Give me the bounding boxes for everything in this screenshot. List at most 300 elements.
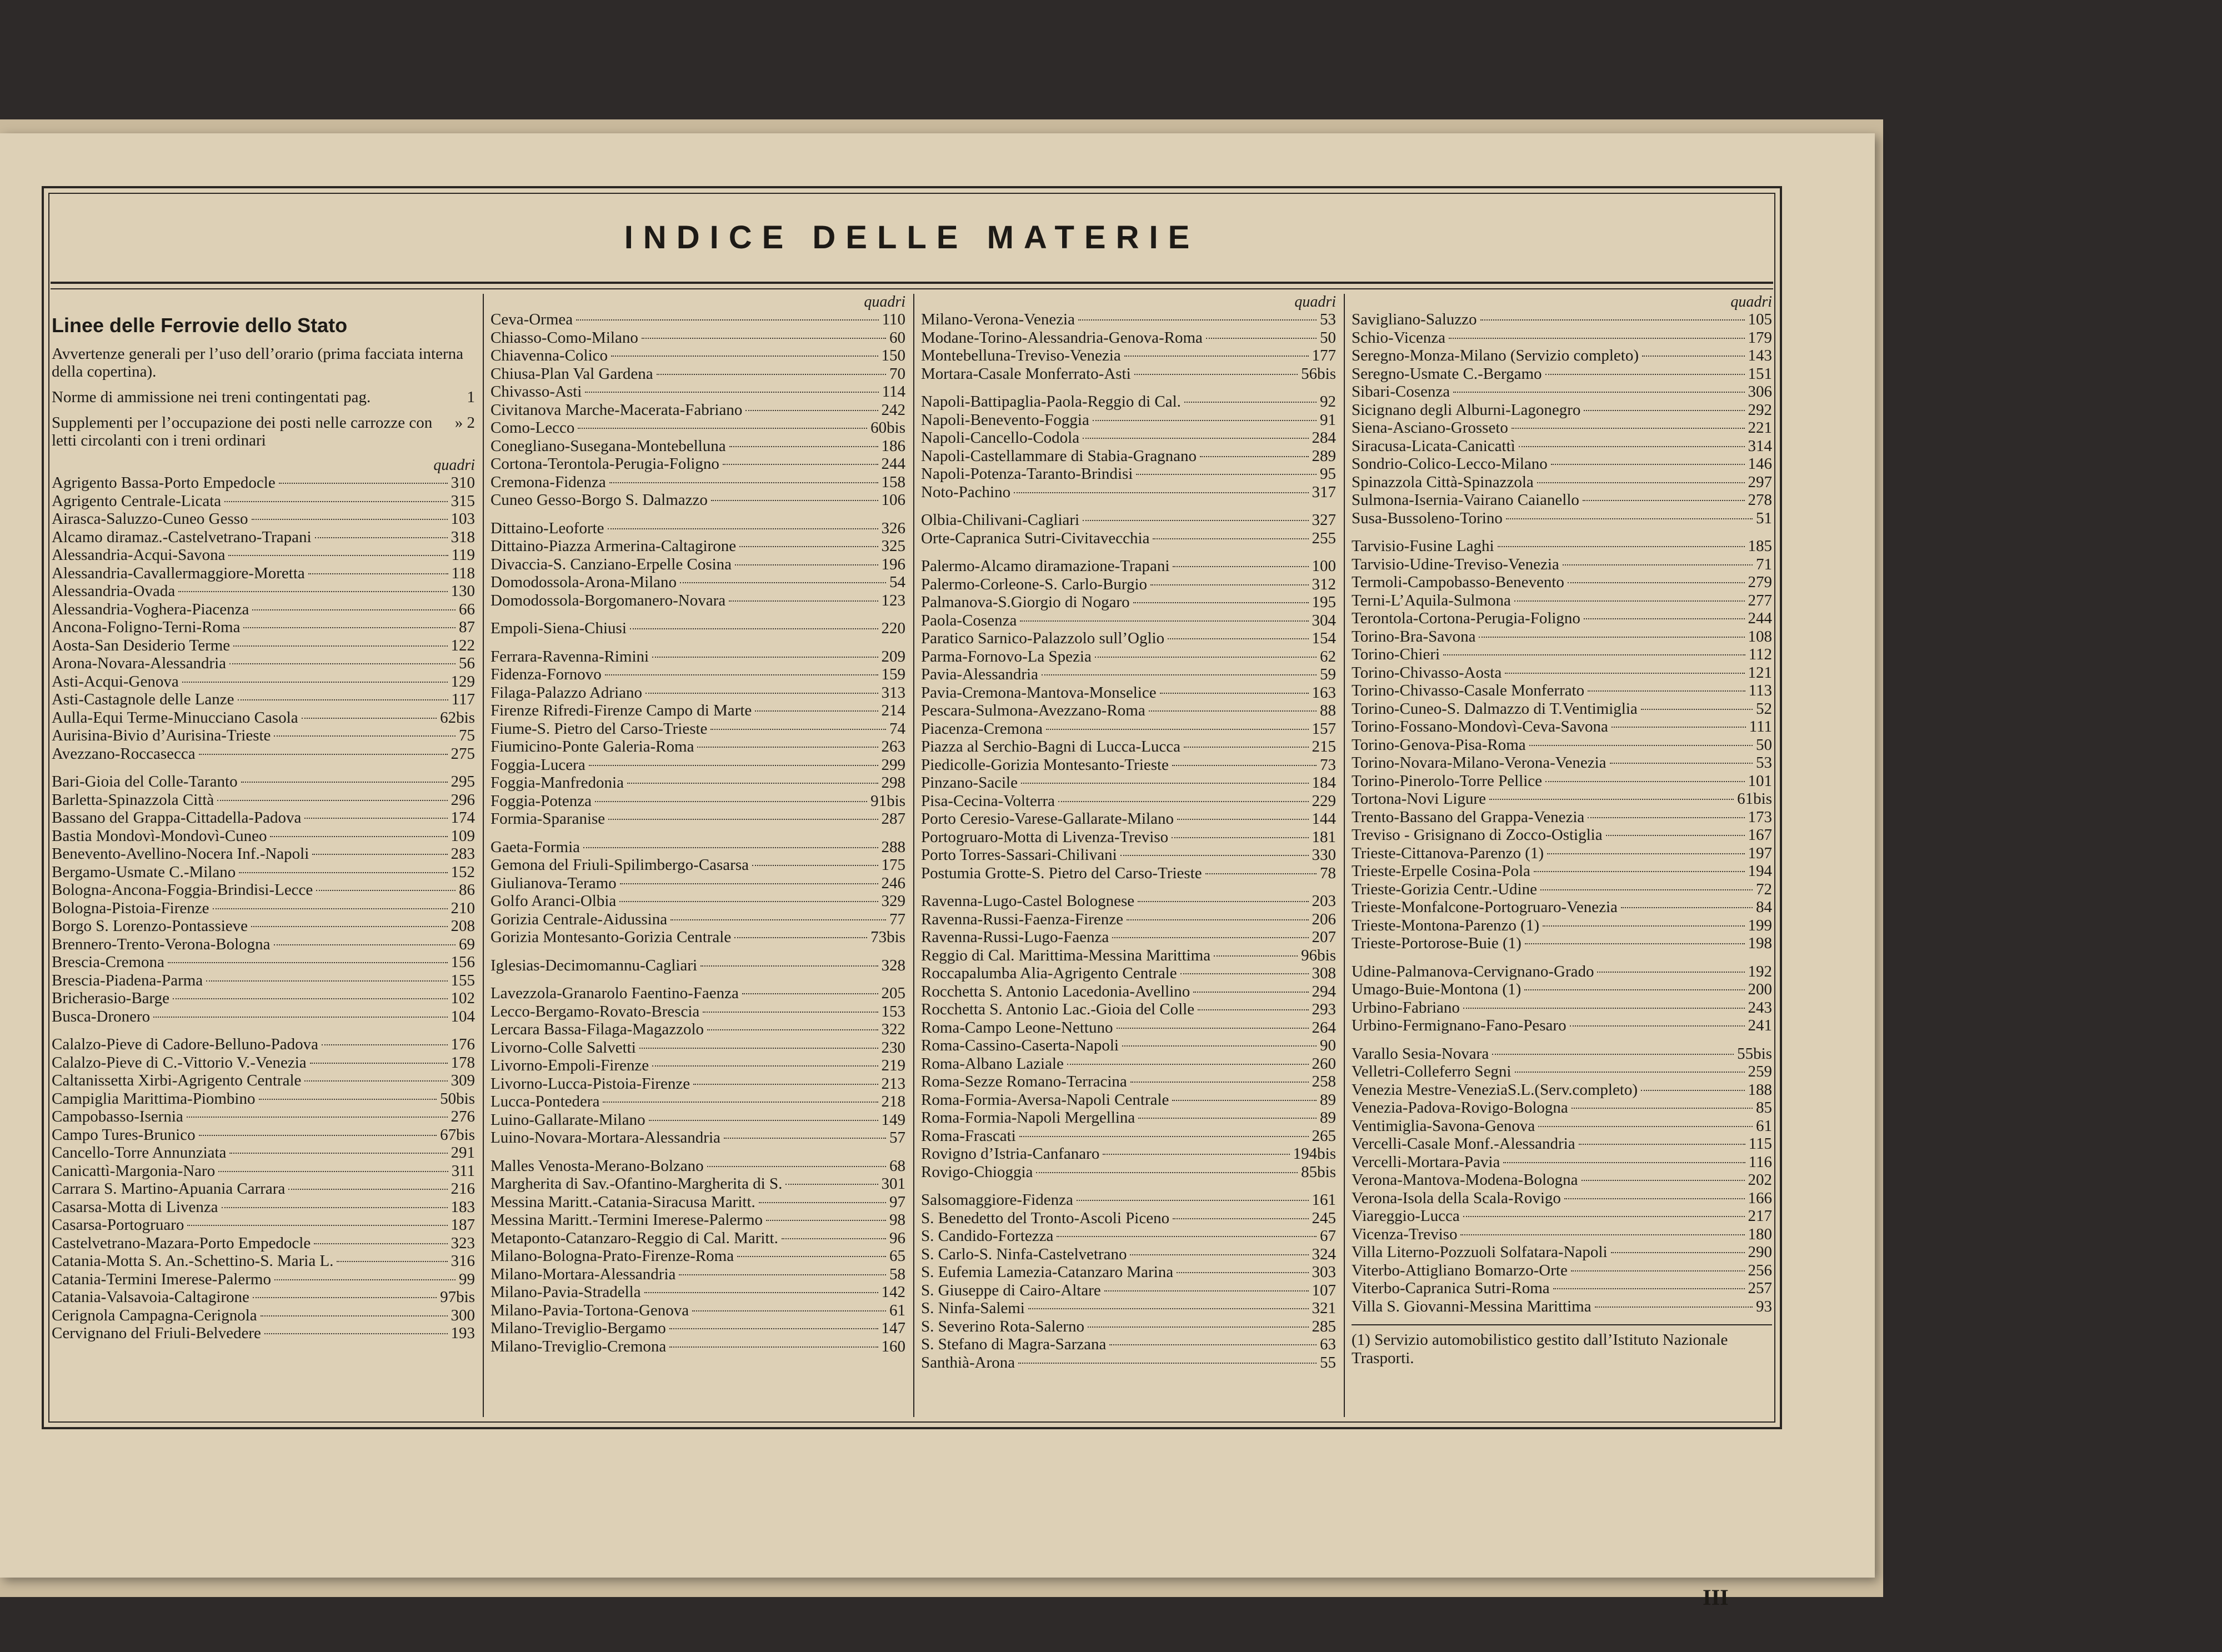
- index-entry: [491, 329, 905, 347]
- index-entry: [921, 329, 1336, 347]
- index-entry: [52, 1216, 475, 1234]
- dot-leader: [1206, 338, 1317, 339]
- entry-quadro-number: 89: [1320, 1090, 1336, 1109]
- index-entry: [1352, 401, 1772, 419]
- entry-quadro-number: 144: [1312, 810, 1336, 828]
- dot-leader: [1117, 1028, 1309, 1029]
- dot-leader: [1172, 1100, 1317, 1101]
- entry-quadro-number: 104: [451, 1007, 475, 1025]
- entry-route: Napoli-Castellammare di Stabia-Gragnano: [921, 447, 1197, 465]
- index-entry: [921, 465, 1336, 483]
- entry-quadro-number: 321: [1312, 1299, 1336, 1317]
- dot-leader: [1545, 374, 1745, 375]
- entry-quadro-number: 221: [1748, 419, 1772, 437]
- entry-quadro-number: 155: [451, 971, 475, 989]
- entry-route: Malles Venosta-Merano-Bolzano: [491, 1157, 704, 1175]
- entry-quadro-number: 293: [1312, 1000, 1336, 1018]
- entry-quadro-number: 220: [881, 619, 905, 637]
- entry-quadro-number: 209: [881, 647, 905, 665]
- index-entry: [921, 1109, 1336, 1127]
- entry-route: Paratico Sarnico-Palazzolo sull’Oglio: [921, 629, 1165, 647]
- entry-quadro-number: 324: [1312, 1245, 1336, 1263]
- entry-quadro-number: 328: [881, 956, 905, 974]
- entry-route: Modane-Torino-Alessandria-Genova-Roma: [921, 328, 1203, 347]
- intro-note: [52, 388, 475, 406]
- dot-leader: [1595, 1306, 1753, 1308]
- title-rule: [51, 282, 1773, 284]
- entry-quadro-number: 84: [1756, 898, 1772, 916]
- entry-route: Fiumicino-Ponte Galeria-Roma: [491, 738, 694, 755]
- dot-leader: [1083, 438, 1308, 439]
- dot-leader: [729, 600, 878, 602]
- dot-leader: [1543, 925, 1745, 927]
- entry-route: Trieste-Portorose-Buie (1): [1352, 934, 1522, 952]
- dot-leader: [742, 993, 878, 994]
- index-entry: [52, 637, 475, 655]
- dot-leader: [1172, 765, 1317, 766]
- entry-route: Chiusa-Plan Val Gardena: [491, 364, 653, 383]
- entry-route: Bologna-Pistoia-Firenze: [52, 899, 209, 917]
- index-entry: [491, 1265, 905, 1284]
- dot-leader: [238, 699, 448, 700]
- entry-quadro-number: 159: [881, 665, 905, 683]
- entry-route: Trieste-Montona-Parenzo (1): [1352, 916, 1539, 934]
- index-entry: [1352, 573, 1772, 592]
- intro-note-text: Supplementi per l’occupazione dei posti nelle carrozze con letti circolanti con i treni ordinari: [52, 414, 433, 449]
- dot-leader: [645, 693, 878, 694]
- dot-leader: [1130, 1254, 1308, 1255]
- index-entry: [1352, 1279, 1772, 1298]
- dot-leader: [1606, 835, 1745, 836]
- entry-quadro-number: 154: [1312, 629, 1336, 647]
- entry-route: Busca-Dronero: [52, 1007, 151, 1025]
- dot-leader: [218, 1171, 448, 1172]
- dot-leader: [1538, 1126, 1753, 1127]
- index-entry: [921, 846, 1336, 864]
- entry-quadro-number: 203: [1312, 892, 1336, 910]
- entry-quadro-number: 184: [1312, 774, 1336, 792]
- dot-leader: [233, 645, 447, 647]
- index-entry: [921, 1227, 1336, 1245]
- entry-route: Velletri-Colleferro Segni: [1352, 1063, 1512, 1080]
- entry-route: Roma-Sezze Romano-Terracina: [921, 1073, 1127, 1090]
- entry-route: Venezia-Padova-Rovigo-Bologna: [1352, 1099, 1568, 1117]
- intro-notes: [52, 345, 475, 449]
- intro-note-text: Norme di ammissione nei treni contingentati pag.: [52, 388, 371, 406]
- entry-route: Castelvetrano-Mazara-Porto Empedocle: [52, 1234, 311, 1252]
- entry-quadro-number: 73bis: [870, 928, 905, 946]
- dot-leader: [304, 818, 447, 819]
- index-entry: [52, 1324, 475, 1343]
- entry-route: Gaeta-Formia: [491, 838, 580, 856]
- index-entry: [491, 347, 905, 365]
- entry-route: Bassano del Grappa-Cittadella-Padova: [52, 809, 302, 827]
- entry-quadro-number: 101: [1748, 772, 1772, 790]
- index-entry: [491, 910, 905, 929]
- entry-route: Cancello-Torre Annunziata: [52, 1144, 227, 1162]
- entry-route: Messina Maritt.-Termini Imerese-Palermo: [491, 1211, 763, 1229]
- index-entry: [491, 1247, 905, 1265]
- dot-leader: [766, 1220, 886, 1221]
- dot-leader: [1133, 602, 1309, 603]
- index-entry: [1352, 718, 1772, 736]
- index-entry: [52, 917, 475, 935]
- group-gap: [1352, 527, 1772, 537]
- dot-leader: [1460, 1234, 1744, 1235]
- entry-route: Pavia-Alessandria: [921, 665, 1038, 683]
- index-entry: [52, 1252, 475, 1270]
- dot-leader: [1463, 1008, 1745, 1009]
- entry-quadro-number: 50bis: [440, 1089, 475, 1108]
- entry-route: Bologna-Ancona-Foggia-Brindisi-Lecce: [52, 881, 313, 899]
- dot-leader: [153, 1017, 447, 1018]
- index-entry: [921, 910, 1336, 929]
- entry-route: Fidenza-Fornovo: [491, 665, 602, 683]
- entry-route: Cremona-Fidenza: [491, 473, 606, 491]
- dot-leader: [1168, 638, 1308, 639]
- index-entry: [491, 838, 905, 857]
- entry-route: Calalzo-Pieve di C.-Vittorio V.-Venezia: [52, 1053, 307, 1072]
- index-entry: [921, 483, 1336, 502]
- dot-leader: [199, 1135, 437, 1136]
- dot-leader: [1134, 374, 1298, 375]
- entry-route: Rocchetta S. Antonio Lacedonia-Avellino: [921, 982, 1190, 1000]
- dot-leader: [1537, 482, 1745, 483]
- dot-leader: [261, 1315, 448, 1316]
- index-entry: [52, 745, 475, 763]
- dot-leader: [1109, 1344, 1317, 1345]
- dot-leader: [259, 1099, 437, 1100]
- index-entry: [1352, 537, 1772, 555]
- index-entry: [921, 1163, 1336, 1182]
- group-gap: [491, 947, 905, 957]
- dot-leader: [1018, 1363, 1317, 1364]
- entry-route: Milano-Treviglio-Cremona: [491, 1337, 667, 1355]
- entry-quadro-number: 87: [459, 618, 475, 636]
- entry-route: Canicattì-Margonia-Naro: [52, 1162, 216, 1180]
- footnote: (1) Servizio automobilistico gestito dall’Istituto Nazionale Trasporti.: [1352, 1324, 1772, 1368]
- index-entry: [921, 756, 1336, 774]
- index-entry: [1352, 1298, 1772, 1316]
- entry-quadro-number: 243: [1748, 998, 1772, 1017]
- entry-route: Viterbo-Capranica Sutri-Roma: [1352, 1279, 1550, 1297]
- index-entry: [491, 383, 905, 401]
- dot-leader: [707, 1029, 878, 1030]
- index-entry: [52, 809, 475, 827]
- index-entry: [491, 648, 905, 666]
- entry-quadro-number: 90: [1320, 1037, 1336, 1054]
- entry-quadro-number: 57: [889, 1129, 905, 1147]
- dot-leader: [187, 1225, 447, 1226]
- entry-route: Campo Tures-Brunico: [52, 1125, 196, 1144]
- entry-quadro-number: 117: [451, 690, 475, 708]
- entry-quadro-number: 306: [1748, 383, 1772, 401]
- index-entry: [1352, 311, 1772, 329]
- entry-quadro-number: 216: [451, 1180, 475, 1198]
- index-entry: [921, 1145, 1336, 1163]
- group-gap: [491, 974, 905, 984]
- entry-quadro-number: 56bis: [1301, 364, 1336, 383]
- entry-route: Orte-Capranica Sutri-Civitavecchia: [921, 529, 1150, 547]
- entry-quadro-number: 177: [1312, 347, 1336, 364]
- index-entry: [1352, 1099, 1772, 1117]
- index-entry: [491, 455, 905, 473]
- entry-quadro-number: 63: [1320, 1335, 1336, 1353]
- index-entry: [491, 1301, 905, 1320]
- index-entry: [52, 791, 475, 809]
- entry-route: Arona-Novara-Alessandria: [52, 654, 227, 672]
- index-entry: [921, 593, 1336, 612]
- index-entry: [1352, 1063, 1772, 1081]
- entry-route: Dittaino-Leoforte: [491, 519, 604, 537]
- entry-route: Tarvisio-Udine-Treviso-Venezia: [1352, 555, 1559, 573]
- index-entry: [921, 629, 1336, 648]
- entry-quadro-number: 246: [881, 874, 905, 892]
- title-rule-thin: [51, 288, 1773, 289]
- dot-leader: [669, 1346, 878, 1348]
- group-gap: [921, 547, 1336, 557]
- section-heading: Linee delle Ferrovie dello Stato: [52, 314, 348, 337]
- index-entry: [1352, 880, 1772, 899]
- index-entry: [1352, 700, 1772, 718]
- entry-route: Pinzano-Sacile: [921, 774, 1018, 792]
- dot-leader: [652, 1065, 878, 1067]
- dot-leader: [1582, 1180, 1745, 1181]
- entry-route: Asti-Acqui-Genova: [52, 672, 179, 690]
- dot-leader: [1149, 710, 1317, 712]
- entry-route: Terni-L’Aquila-Sulmona: [1352, 591, 1511, 609]
- index-entry: [491, 1111, 905, 1129]
- index-column-1: [44, 294, 483, 1417]
- entry-quadro-number: 142: [881, 1283, 905, 1301]
- entry-route: Verona-Isola della Scala-Rovigo: [1352, 1189, 1561, 1207]
- intro-note: [52, 345, 475, 381]
- entry-route: Brennero-Trento-Verona-Bologna: [52, 935, 271, 953]
- entry-route: Trento-Bassano del Grappa-Venezia: [1352, 808, 1585, 826]
- entry-route: Rovigno d’Istria-Canfanaro: [921, 1145, 1100, 1163]
- index-entry: [921, 1091, 1336, 1109]
- index-entry: [52, 546, 475, 564]
- entry-quadro-number: 304: [1312, 611, 1336, 629]
- entry-quadro-number: 108: [1748, 627, 1772, 645]
- entry-route: Civitanova Marche-Macerata-Fabriano: [491, 401, 743, 419]
- page-number: III: [1703, 1585, 1729, 1610]
- entry-quadro-number: 314: [1748, 437, 1772, 455]
- entry-route: Brescia-Piadena-Parma: [52, 971, 203, 989]
- entry-quadro-number: 215: [1312, 738, 1336, 755]
- entry-quadro-number: 316: [451, 1252, 475, 1270]
- entry-quadro-number: 75: [459, 727, 475, 744]
- entry-route: Aulla-Equi Terme-Minucciano Casola: [52, 708, 298, 727]
- index-entry: [1352, 790, 1772, 808]
- entry-route: Tarvisio-Fusine Laghi: [1352, 537, 1494, 555]
- entry-route: Trieste-Erpelle Cosina-Pola: [1352, 862, 1530, 880]
- entry-quadro-number: 283: [451, 845, 475, 863]
- entry-route: Tortona-Novi Ligure: [1352, 790, 1486, 808]
- entry-route: Gemona del Friuli-Spilimbergo-Casarsa: [491, 856, 749, 874]
- dot-leader: [1611, 1252, 1745, 1253]
- entry-route: Viareggio-Lucca: [1352, 1207, 1460, 1225]
- entry-quadro-number: 97bis: [440, 1288, 475, 1306]
- entry-route: S. Carlo-S. Ninfa-Castelvetrano: [921, 1245, 1127, 1263]
- entry-quadro-number: 156: [451, 953, 475, 971]
- index-entry: [921, 1000, 1336, 1019]
- entry-quadro-number: 176: [451, 1035, 475, 1053]
- entry-quadro-number: 178: [451, 1053, 475, 1072]
- entry-route: Foggia-Lucera: [491, 755, 585, 774]
- group-gap: [921, 501, 1336, 511]
- dot-leader: [1529, 745, 1753, 746]
- index-entry: [1352, 491, 1772, 509]
- entry-route: Siena-Asciano-Grosseto: [1352, 419, 1508, 437]
- entry-route: Fiume-S. Pietro del Carso-Trieste: [491, 719, 708, 738]
- entry-route: Palermo-Corleone-S. Carlo-Burgio: [921, 575, 1148, 593]
- entry-route: Benevento-Avellino-Nocera Inf.-Napoli: [52, 845, 309, 863]
- index-entry: [1352, 1261, 1772, 1280]
- dot-leader: [279, 483, 448, 484]
- dot-leader: [173, 998, 447, 999]
- dot-leader: [1078, 319, 1317, 321]
- entry-quadro-number: 152: [451, 863, 475, 881]
- entry-quadro-number: 173: [1748, 808, 1772, 826]
- entry-route: Bari-Gioia del Colle-Taranto: [52, 773, 238, 790]
- dot-leader: [304, 1080, 447, 1082]
- entry-quadro-number: 180: [1748, 1225, 1772, 1243]
- entry-quadro-number: 103: [451, 510, 475, 528]
- entry-quadro-number: 149: [881, 1110, 905, 1129]
- index-entry: [52, 528, 475, 547]
- entry-quadro-number: 96: [889, 1229, 905, 1247]
- dot-leader: [1553, 1288, 1745, 1289]
- dot-leader: [1571, 1270, 1745, 1271]
- dot-leader: [707, 1166, 886, 1167]
- entry-quadro-number: 210: [451, 899, 475, 917]
- dot-leader: [1193, 992, 1308, 993]
- entry-route: Caltanissetta Xirbi-Agrigento Centrale: [52, 1072, 302, 1089]
- entry-route: Spinazzola Città-Spinazzola: [1352, 473, 1534, 491]
- index-entry: [52, 474, 475, 492]
- entry-route: Ceva-Ormea: [491, 311, 573, 328]
- dot-leader: [251, 926, 447, 927]
- entry-quadro-number: 264: [1312, 1018, 1336, 1037]
- index-entry: [491, 437, 905, 455]
- entry-route: Chivasso-Asti: [491, 383, 582, 401]
- entry-quadro-number: 86: [459, 881, 475, 899]
- index-entry: [921, 1127, 1336, 1145]
- dot-leader: [1505, 673, 1744, 674]
- entry-route: Golfo Aranci-Olbia: [491, 892, 617, 910]
- dot-leader: [1138, 901, 1308, 902]
- entry-route: Sulmona-Isernia-Vairano Caianello: [1352, 491, 1579, 509]
- dot-leader: [288, 1189, 447, 1190]
- index-entry: [921, 575, 1336, 594]
- entry-quadro-number: 277: [1748, 591, 1772, 609]
- index-entry: [52, 1108, 475, 1126]
- entry-route: Paola-Cosenza: [921, 611, 1017, 629]
- entry-route: Cuneo Gesso-Borgo S. Dalmazzo: [491, 491, 708, 509]
- entry-list: [921, 311, 1336, 1371]
- page-title: INDICE DELLE MATERIE: [624, 219, 1200, 256]
- entry-quadro-number: 116: [1748, 1153, 1772, 1171]
- dot-leader: [1597, 972, 1744, 973]
- index-entry: [921, 964, 1336, 983]
- entry-route: Airasca-Saluzzo-Cuneo Gesso: [52, 510, 248, 528]
- dot-leader: [1130, 1082, 1309, 1083]
- dot-leader: [1103, 1154, 1289, 1155]
- dot-leader: [1588, 817, 1744, 818]
- dot-leader: [187, 1117, 448, 1118]
- entry-quadro-number: 93: [1756, 1297, 1772, 1315]
- entry-quadro-number: 310: [451, 474, 475, 492]
- entry-quadro-number: 77: [889, 910, 905, 928]
- index-entry: [491, 537, 905, 555]
- index-entry: [1352, 1189, 1772, 1208]
- entry-route: Torino-Bra-Savona: [1352, 627, 1476, 645]
- entry-quadro-number: 85: [1756, 1099, 1772, 1117]
- entry-route: Napoli-Cancello-Codola: [921, 429, 1080, 447]
- dot-leader: [274, 944, 456, 945]
- index-entry: [1352, 419, 1772, 437]
- dot-leader: [595, 801, 867, 802]
- entry-route: Barletta-Spinazzola Città: [52, 790, 214, 809]
- entry-list: [491, 311, 905, 1355]
- entry-route: Mortara-Casale Monferrato-Asti: [921, 364, 1131, 383]
- index-entry: [52, 582, 475, 600]
- group-gap: [52, 763, 475, 773]
- entry-route: Pavia-Cremona-Mantova-Monselice: [921, 683, 1157, 702]
- index-entry: [52, 618, 475, 637]
- entry-route: Livorno-Colle Salvetti: [491, 1038, 636, 1057]
- index-entry: [491, 756, 905, 774]
- entry-quadro-number: 62: [1320, 647, 1336, 665]
- entry-route: Gorizia Montesanto-Gorizia Centrale: [491, 928, 732, 946]
- entry-quadro-number: 329: [881, 892, 905, 910]
- entry-quadro-number: 110: [882, 311, 905, 328]
- dot-leader: [1564, 1198, 1745, 1199]
- dot-leader: [589, 765, 878, 766]
- intro-note: [52, 414, 475, 449]
- entry-quadro-number: 95: [1320, 465, 1336, 483]
- entry-quadro-number: 151: [1748, 364, 1772, 383]
- entry-route: Cerignola Campagna-Cerignola: [52, 1306, 257, 1324]
- entry-route: Rocchetta S. Antonio Lac.-Gioia del Colle: [921, 1000, 1195, 1018]
- index-entry: [52, 1090, 475, 1108]
- entry-route: S. Stefano di Magra-Sarzana: [921, 1335, 1107, 1353]
- dot-leader: [322, 1044, 448, 1045]
- entry-quadro-number: 217: [1748, 1207, 1772, 1225]
- index-entry: [52, 1054, 475, 1072]
- index-entry: [921, 1019, 1336, 1037]
- dot-leader: [734, 937, 867, 938]
- entry-quadro-number: 188: [1748, 1080, 1772, 1099]
- dot-leader: [680, 582, 886, 583]
- entry-route: Torino-Fossano-Mondovì-Ceva-Savona: [1352, 718, 1608, 735]
- entry-quadro-number: 187: [451, 1216, 475, 1234]
- entry-quadro-number: 260: [1312, 1054, 1336, 1073]
- index-entry: [491, 1338, 905, 1356]
- entry-quadro-number: 298: [881, 774, 905, 792]
- dot-leader: [1093, 420, 1317, 421]
- index-entry: [491, 473, 905, 492]
- entry-quadro-number: 294: [1312, 982, 1336, 1000]
- dot-leader: [1563, 564, 1753, 565]
- index-entry: [52, 1234, 475, 1253]
- entry-route: Borgo S. Lorenzo-Pontassieve: [52, 917, 248, 935]
- entry-route: Palmanova-S.Giorgio di Nogaro: [921, 593, 1130, 611]
- entry-quadro-number: 297: [1748, 473, 1772, 491]
- entry-quadro-number: 202: [1748, 1171, 1772, 1189]
- dot-leader: [755, 710, 878, 712]
